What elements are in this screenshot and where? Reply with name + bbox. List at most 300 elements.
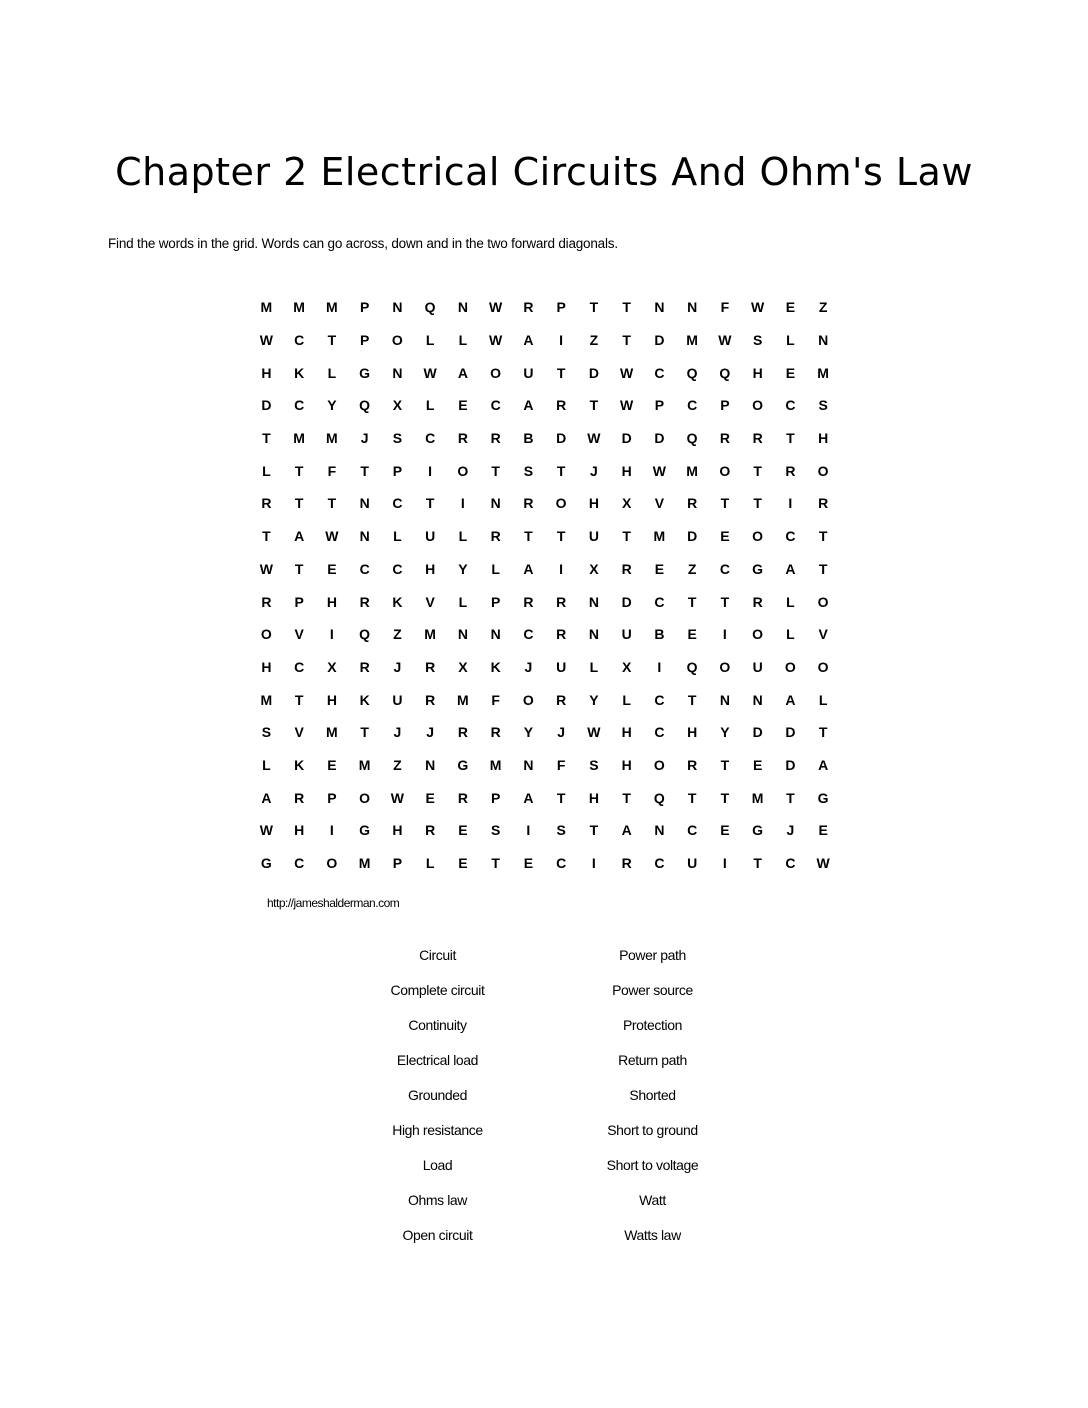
grid-cell: H bbox=[425, 560, 436, 577]
grid-cell: E bbox=[752, 756, 763, 773]
grid-cell: F bbox=[491, 691, 500, 708]
grid-cell: M bbox=[457, 691, 469, 708]
grid-cell: W bbox=[423, 364, 437, 381]
grid-cell: T bbox=[294, 495, 304, 512]
grid-cell: W bbox=[587, 724, 601, 741]
grid-cell: R bbox=[261, 495, 272, 512]
grid-cell: T bbox=[622, 528, 631, 545]
grid-cell: T bbox=[524, 528, 533, 545]
grid-cell: O bbox=[326, 855, 338, 872]
grid-cell: I bbox=[722, 626, 727, 643]
grid-cell: M bbox=[293, 299, 305, 316]
grid-cell: C bbox=[556, 855, 567, 872]
grid-cell: R bbox=[556, 626, 567, 643]
grid-cell: J bbox=[589, 462, 598, 479]
grid-cell: M bbox=[358, 855, 371, 872]
grid-cell: I bbox=[559, 332, 564, 349]
grid-cell: R bbox=[457, 724, 468, 741]
word-list-item: Open circuit bbox=[402, 1227, 473, 1243]
grid-cell: D bbox=[785, 756, 796, 773]
word-list-item: Shorted bbox=[629, 1087, 676, 1103]
grid-cell: R bbox=[818, 495, 829, 512]
grid-cell: O bbox=[391, 332, 403, 349]
grid-cell: M bbox=[653, 528, 666, 545]
grid-row bbox=[250, 454, 840, 487]
grid-cell: U bbox=[392, 691, 403, 708]
grid-cell: N bbox=[359, 495, 370, 512]
grid-cell: H bbox=[818, 430, 829, 447]
grid-cell: K bbox=[392, 593, 403, 610]
grid-cell: T bbox=[720, 495, 730, 512]
grid-cell: O bbox=[359, 789, 371, 806]
grid-cell: A bbox=[523, 789, 534, 806]
grid-cell: W bbox=[620, 397, 634, 414]
grid-cell: I bbox=[526, 822, 531, 839]
grid-cell: A bbox=[818, 756, 829, 773]
grid-cell: C bbox=[785, 397, 796, 414]
grid-cell: T bbox=[327, 332, 337, 349]
word-list-item: Ohms law bbox=[407, 1192, 468, 1208]
grid-cell: D bbox=[621, 593, 632, 610]
word-list-item: Watts law bbox=[624, 1227, 681, 1243]
grid-cell: O bbox=[752, 528, 764, 545]
grid-cell: J bbox=[557, 724, 566, 741]
grid-cell: E bbox=[425, 789, 435, 806]
grid-cell: Q bbox=[653, 789, 665, 806]
grid-cell: R bbox=[687, 495, 698, 512]
grid-cell: C bbox=[687, 822, 698, 839]
grid-cell: D bbox=[621, 430, 632, 447]
grid-cell: R bbox=[490, 724, 501, 741]
grid-cell: U bbox=[556, 658, 567, 675]
grid-cell: X bbox=[458, 658, 468, 675]
word-list-item: Short to ground bbox=[607, 1122, 698, 1138]
grid-cell: X bbox=[589, 560, 599, 577]
grid-cell: Q bbox=[719, 364, 731, 381]
grid-cell: S bbox=[818, 397, 828, 414]
grid-cell: N bbox=[588, 626, 599, 643]
grid-cell: M bbox=[424, 626, 436, 643]
grid-cell: H bbox=[261, 364, 272, 381]
grid-cell: L bbox=[458, 332, 468, 349]
grid-cell: Q bbox=[359, 397, 371, 414]
grid-cell: T bbox=[818, 560, 828, 577]
grid-cell: O bbox=[653, 756, 665, 773]
grid-cell: L bbox=[818, 691, 828, 708]
grid-cell: P bbox=[654, 397, 665, 414]
grid-cell: H bbox=[621, 724, 632, 741]
grid-cell: H bbox=[752, 364, 763, 381]
grid-cell: M bbox=[293, 430, 305, 447]
grid-cell: E bbox=[687, 626, 697, 643]
grid-cell: M bbox=[260, 691, 273, 708]
grid-cell: W bbox=[587, 430, 601, 447]
grid-cell: C bbox=[392, 495, 403, 512]
grid-cell: I bbox=[591, 855, 596, 872]
grid-cell: E bbox=[654, 560, 665, 577]
grid-cell: L bbox=[786, 593, 795, 610]
grid-cell: W bbox=[489, 299, 503, 316]
grid-cell: S bbox=[261, 724, 272, 741]
grid-cell: L bbox=[491, 560, 500, 577]
grid-cell: T bbox=[786, 789, 795, 806]
grid-cell: Y bbox=[458, 560, 468, 577]
grid-cell: T bbox=[294, 691, 304, 708]
grid-cell: Y bbox=[720, 724, 730, 741]
grid-cell: J bbox=[786, 822, 795, 839]
grid-cell: O bbox=[719, 658, 731, 675]
grid-cell: N bbox=[457, 626, 468, 643]
grid-cell: R bbox=[261, 593, 272, 610]
grid-cell: E bbox=[458, 822, 468, 839]
grid-cell: G bbox=[817, 789, 829, 806]
grid-cell: I bbox=[460, 495, 465, 512]
grid-cell: R bbox=[425, 691, 436, 708]
page-title: Chapter 2 Electrical Circuits And Ohm's Law bbox=[115, 150, 973, 194]
grid-cell: B bbox=[654, 626, 665, 643]
grid-cell: N bbox=[490, 495, 501, 512]
grid-cell: O bbox=[457, 462, 469, 479]
grid-cell: P bbox=[490, 789, 501, 806]
grid-cell: S bbox=[589, 756, 599, 773]
grid-cell: R bbox=[621, 560, 632, 577]
grid-cell: F bbox=[327, 462, 337, 479]
grid-cell: O bbox=[522, 691, 534, 708]
grid-cell: A bbox=[294, 528, 305, 545]
grid-cell: B bbox=[523, 430, 534, 447]
grid-cell: R bbox=[457, 430, 468, 447]
grid-cell: A bbox=[523, 560, 534, 577]
grid-cell: N bbox=[359, 528, 370, 545]
grid-cell: G bbox=[260, 855, 272, 872]
grid-cell: P bbox=[294, 593, 304, 610]
grid-cell: H bbox=[294, 822, 305, 839]
grid-cell: C bbox=[392, 560, 403, 577]
grid-cell: R bbox=[523, 593, 534, 610]
grid-cell: Z bbox=[687, 560, 697, 577]
grid-cell: R bbox=[621, 855, 632, 872]
grid-cell: E bbox=[458, 397, 468, 414]
grid-cell: C bbox=[359, 560, 370, 577]
grid-cell: K bbox=[294, 364, 305, 381]
grid-cell: H bbox=[261, 658, 272, 675]
grid-cell: A bbox=[457, 364, 468, 381]
grid-cell: T bbox=[753, 462, 762, 479]
grid-cell: M bbox=[686, 332, 698, 349]
grid-cell: L bbox=[425, 332, 435, 349]
grid-cell: H bbox=[392, 822, 403, 839]
grid-cell: S bbox=[523, 462, 534, 479]
grid-cell: V bbox=[294, 724, 304, 741]
grid-cell: P bbox=[720, 397, 730, 414]
grid-cell: G bbox=[359, 822, 371, 839]
grid-cell: C bbox=[294, 332, 305, 349]
grid-cell: W bbox=[816, 855, 830, 872]
grid-cell: L bbox=[458, 528, 468, 545]
word-list-item: Short to voltage bbox=[606, 1157, 699, 1173]
grid-cell: J bbox=[393, 724, 402, 741]
grid-cell: N bbox=[654, 299, 665, 316]
grid-cell: H bbox=[621, 462, 632, 479]
grid-cell: V bbox=[654, 495, 665, 512]
grid-cell: M bbox=[326, 724, 338, 741]
grid-cell: N bbox=[818, 332, 829, 349]
grid-cell: E bbox=[327, 560, 337, 577]
grid-cell: X bbox=[621, 658, 632, 675]
grid-cell: H bbox=[588, 789, 599, 806]
grid-cell: T bbox=[622, 789, 631, 806]
word-list-item: Return path bbox=[618, 1052, 687, 1068]
grid-cell: G bbox=[752, 560, 764, 577]
grid-cell: L bbox=[327, 364, 337, 381]
grid-cell: S bbox=[392, 430, 403, 447]
grid-cell: A bbox=[785, 560, 796, 577]
grid-cell: O bbox=[817, 462, 829, 479]
grid-cell: W bbox=[620, 364, 634, 381]
word-list-item: Complete circuit bbox=[390, 982, 485, 998]
grid-cell: T bbox=[818, 528, 828, 545]
grid-cell: M bbox=[358, 756, 371, 773]
grid-cell: E bbox=[785, 299, 796, 316]
grid-cell: M bbox=[260, 299, 273, 316]
grid-cell: Q bbox=[686, 430, 698, 447]
grid-cell: H bbox=[326, 593, 337, 610]
grid-row bbox=[250, 291, 840, 324]
grid-cell: Q bbox=[686, 658, 698, 675]
grid-cell: R bbox=[556, 397, 567, 414]
grid-cell: O bbox=[719, 462, 731, 479]
grid-cell: P bbox=[327, 789, 337, 806]
word-list-item: Electrical load bbox=[396, 1052, 479, 1068]
grid-cell: R bbox=[785, 462, 796, 479]
grid-cell: Z bbox=[818, 299, 828, 316]
grid-cell: C bbox=[294, 658, 305, 675]
grid-cell: L bbox=[786, 626, 795, 643]
grid-cell: H bbox=[588, 495, 599, 512]
grid-cell: N bbox=[392, 364, 403, 381]
word-list-item: Load bbox=[422, 1157, 453, 1173]
grid-cell: K bbox=[294, 756, 305, 773]
grid-cell: P bbox=[490, 593, 501, 610]
grid-cell: D bbox=[556, 430, 567, 447]
grid-cell: U bbox=[425, 528, 436, 545]
grid-cell: C bbox=[425, 430, 436, 447]
grid-cell: R bbox=[457, 789, 468, 806]
grid-cell: P bbox=[556, 299, 566, 316]
grid-cell: Y bbox=[523, 724, 534, 741]
grid-row bbox=[250, 487, 840, 520]
grid-cell: Y bbox=[589, 691, 599, 708]
grid-cell: I bbox=[428, 462, 433, 479]
grid-cell: L bbox=[425, 855, 435, 872]
word-list bbox=[330, 944, 760, 1259]
grid-cell: N bbox=[654, 822, 665, 839]
grid-cell: O bbox=[260, 626, 272, 643]
word-list-right-column bbox=[545, 944, 760, 1259]
grid-cell: C bbox=[490, 397, 501, 414]
grid-cell: R bbox=[490, 528, 501, 545]
grid-cell: T bbox=[687, 593, 697, 610]
word-list-item: Protection bbox=[622, 1017, 683, 1033]
grid-cell: D bbox=[687, 528, 698, 545]
grid-cell: T bbox=[720, 789, 730, 806]
grid-row bbox=[250, 716, 840, 749]
grid-cell: T bbox=[360, 462, 369, 479]
grid-cell: S bbox=[556, 822, 566, 839]
grid-cell: W bbox=[259, 822, 273, 839]
grid-cell: D bbox=[261, 397, 272, 414]
grid-cell: C bbox=[785, 855, 796, 872]
grid-cell: R bbox=[687, 756, 698, 773]
grid-cell: M bbox=[326, 299, 338, 316]
grid-cell: O bbox=[490, 364, 502, 381]
grid-cell: G bbox=[752, 822, 764, 839]
grid-row bbox=[250, 520, 840, 553]
grid-cell: A bbox=[621, 822, 632, 839]
grid-cell: P bbox=[359, 332, 370, 349]
grid-cell: T bbox=[622, 299, 631, 316]
word-list-item: Power source bbox=[612, 982, 693, 998]
grid-cell: G bbox=[359, 364, 371, 381]
grid-cell: U bbox=[588, 528, 599, 545]
grid-cell: T bbox=[294, 560, 304, 577]
grid-cell: Y bbox=[327, 397, 337, 414]
grid-cell: E bbox=[720, 528, 730, 545]
grid-cell: T bbox=[262, 430, 271, 447]
grid-cell: O bbox=[555, 495, 567, 512]
grid-cell: T bbox=[491, 855, 500, 872]
grid-cell: K bbox=[490, 658, 501, 675]
grid-cell: R bbox=[523, 299, 534, 316]
grid-cell: I bbox=[329, 626, 334, 643]
grid-cell: T bbox=[556, 462, 566, 479]
grid-cell: I bbox=[788, 495, 793, 512]
grid-cell: V bbox=[425, 593, 435, 610]
grid-cell: Z bbox=[393, 756, 402, 773]
grid-row bbox=[250, 814, 840, 847]
word-list-item: Circuit bbox=[419, 947, 456, 963]
grid-cell: L bbox=[262, 756, 271, 773]
grid-row bbox=[250, 618, 840, 651]
grid-row bbox=[250, 683, 840, 716]
grid-cell: E bbox=[818, 822, 828, 839]
grid-cell: F bbox=[556, 756, 566, 773]
grid-cell: W bbox=[751, 299, 765, 316]
grid-cell: T bbox=[687, 691, 697, 708]
word-list-item: High resistance bbox=[392, 1122, 483, 1138]
grid-cell: E bbox=[327, 756, 337, 773]
grid-cell: W bbox=[652, 462, 666, 479]
word-list-item: Grounded bbox=[407, 1087, 468, 1103]
grid-cell: V bbox=[294, 626, 304, 643]
grid-cell: L bbox=[393, 528, 402, 545]
grid-cell: T bbox=[294, 462, 304, 479]
grid-cell: R bbox=[490, 430, 501, 447]
grid-cell: I bbox=[657, 658, 662, 675]
grid-row bbox=[250, 781, 840, 814]
grid-cell: V bbox=[818, 626, 828, 643]
grid-cell: J bbox=[393, 658, 402, 675]
grid-cell: N bbox=[523, 756, 534, 773]
grid-cell: R bbox=[359, 593, 370, 610]
grid-row bbox=[250, 651, 840, 684]
grid-cell: I bbox=[329, 822, 334, 839]
grid-cell: N bbox=[490, 626, 501, 643]
grid-cell: N bbox=[392, 299, 403, 316]
grid-cell: T bbox=[360, 724, 369, 741]
grid-cell: P bbox=[359, 299, 370, 316]
grid-cell: E bbox=[523, 855, 534, 872]
grid-cell: R bbox=[523, 495, 534, 512]
grid-cell: W bbox=[259, 560, 273, 577]
grid-cell: P bbox=[392, 855, 403, 872]
grid-cell: X bbox=[327, 658, 337, 675]
grid-cell: I bbox=[722, 855, 727, 872]
grid-cell: R bbox=[752, 430, 763, 447]
grid-cell: C bbox=[654, 691, 665, 708]
grid-cell: L bbox=[262, 462, 271, 479]
grid-cell: O bbox=[752, 626, 764, 643]
grid-cell: C bbox=[294, 397, 305, 414]
grid-cell: F bbox=[720, 299, 730, 316]
grid-row bbox=[250, 585, 840, 618]
grid-cell: L bbox=[425, 397, 435, 414]
grid-cell: T bbox=[556, 789, 566, 806]
grid-cell: T bbox=[818, 724, 828, 741]
grid-cell: C bbox=[719, 560, 730, 577]
grid-cell: T bbox=[262, 528, 271, 545]
source-url: http://jameshalderman.com bbox=[267, 896, 400, 910]
grid-cell: A bbox=[523, 332, 534, 349]
grid-cell: L bbox=[589, 658, 599, 675]
grid-cell: R bbox=[752, 593, 763, 610]
grid-cell: T bbox=[556, 364, 566, 381]
grid-cell: D bbox=[654, 332, 665, 349]
grid-cell: L bbox=[622, 691, 631, 708]
grid-cell: R bbox=[719, 430, 730, 447]
grid-cell: T bbox=[491, 462, 500, 479]
grid-cell: Q bbox=[359, 626, 371, 643]
grid-cell: T bbox=[687, 789, 697, 806]
instructions-text: Find the words in the grid. Words can go across, down and in the two forward diagonals. bbox=[108, 236, 618, 251]
grid-cell: R bbox=[294, 789, 305, 806]
grid-cell: D bbox=[785, 724, 796, 741]
grid-cell: T bbox=[720, 756, 730, 773]
grid-cell: U bbox=[621, 626, 632, 643]
grid-cell: P bbox=[392, 462, 403, 479]
grid-cell: E bbox=[720, 822, 730, 839]
word-list-left-column bbox=[330, 944, 545, 1259]
grid-cell: T bbox=[753, 855, 762, 872]
grid-cell: R bbox=[359, 658, 370, 675]
grid-cell: S bbox=[752, 332, 763, 349]
grid-row bbox=[250, 553, 840, 586]
grid-cell: H bbox=[687, 724, 698, 741]
grid-cell: H bbox=[326, 691, 337, 708]
grid-cell: N bbox=[425, 756, 436, 773]
grid-cell: M bbox=[326, 430, 338, 447]
grid-cell: T bbox=[556, 528, 566, 545]
grid-cell: D bbox=[588, 364, 599, 381]
grid-cell: C bbox=[654, 724, 665, 741]
letter-grid bbox=[250, 291, 840, 879]
grid-cell: U bbox=[752, 658, 763, 675]
grid-cell: T bbox=[786, 430, 795, 447]
grid-cell: Z bbox=[589, 332, 599, 349]
grid-cell: W bbox=[718, 332, 732, 349]
grid-cell: O bbox=[817, 658, 829, 675]
grid-cell: R bbox=[556, 593, 567, 610]
